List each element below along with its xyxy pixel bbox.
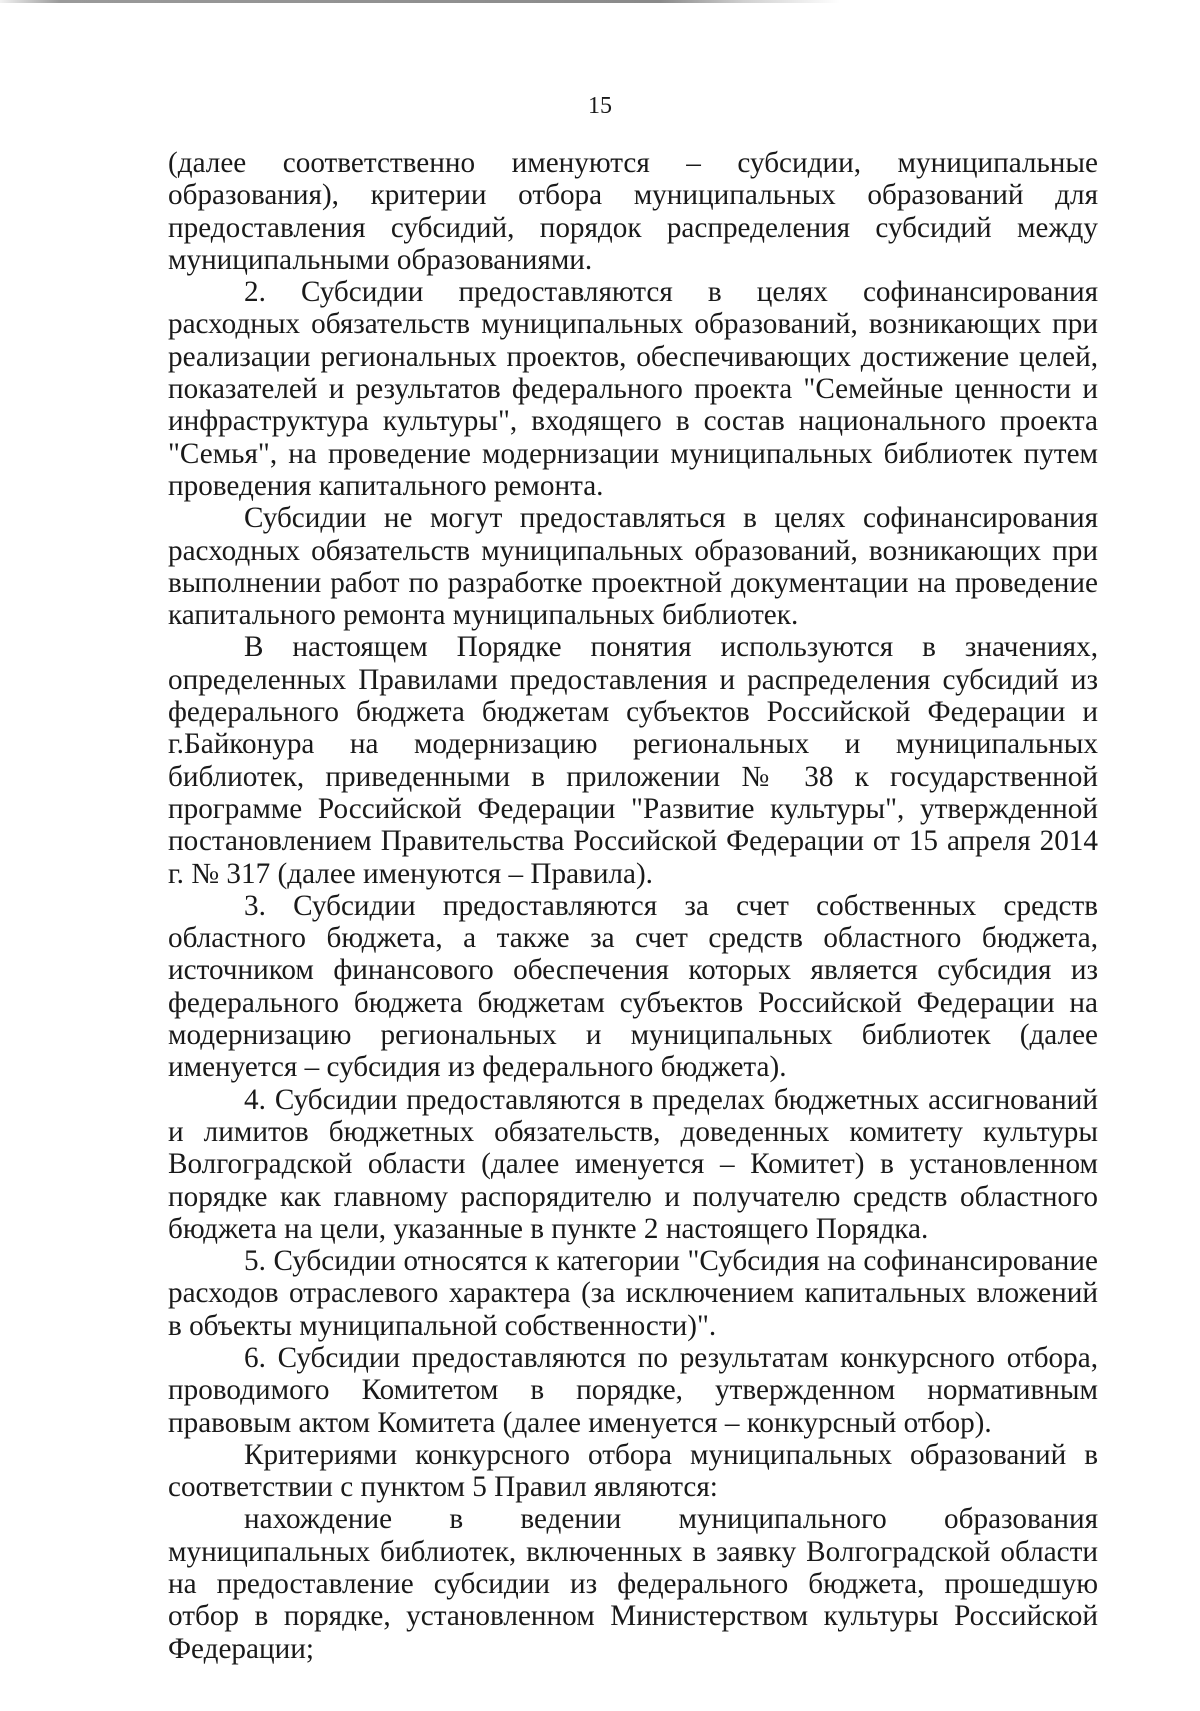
paragraph-continuation: (далее соответственно именуются – субсидии, муниципальные образования), критерии отбора муниципальных образований для предоставления субсидий, порядок распределения субсидий между муниципальными образованиями.: [168, 147, 1098, 276]
paragraph-criteria: Критериями конкурсного отбора муниципальных образований в соответствии с пунктом 5 Правил являются:: [168, 1438, 1098, 1504]
paragraph-item-5: 5. Субсидии относятся к категории "Субсидия на софинансирование расходов отраслевого характера (за исключением капитальных вложений в объекты муниципальной собственности)".: [168, 1245, 1098, 1342]
paragraph-item-3: 3. Субсидии предоставляются за счет собственных средств областного бюджета, а также за счет средств областного бюджета, источником финансового обеспечения которых является субсидия из федерального бюджета бюджетам субъектов Российской Федерации на модернизацию региональных и муниципальных библиотек (далее именуется – субсидия из федерального бюджета).: [168, 889, 1098, 1084]
paragraph-item-4: 4. Субсидии предоставляются в пределах бюджетных ассигнований и лимитов бюджетных обязательств, доведенных комитету культуры Волгоградской области (далее именуется – Комитет) в установленном порядке как главному распорядителю и получателю средств областного бюджета на цели, указанные в пункте 2 настоящего Порядка.: [168, 1083, 1098, 1245]
paragraph-criterion-1: нахождение в ведении муниципального образования муниципальных библиотек, включенных в заявку Волгоградской области на предоставление субсидии из федерального бюджета, прошедшую отбор в порядке, установленном Министерством культуры Российской Федерации;: [168, 1503, 1098, 1665]
paragraph-item-6: 6. Субсидии предоставляются по результатам конкурсного отбора, проводимого Комитетом в порядке, утвержденном нормативным правовым актом Комитета (далее именуется – конкурсный отбор).: [168, 1341, 1098, 1439]
document-body: [168, 147, 1098, 1665]
paragraph-item-2: 2. Субсидии предоставляются в целях софинансирования расходных обязательств муниципальных образований, возникающих при реализации региональных проектов, обеспечивающих достижение целей, показателей и результатов федерального проекта "Семейные ценности и инфраструктура культуры", входящего в состав национального проекта "Семья", на проведение модернизации муниципальных библиотек путем проведения капитального ремонта.: [168, 276, 1098, 502]
page-number: 15: [588, 93, 612, 119]
paragraph-subsidy-restriction: Субсидии не могут предоставляться в целях софинансирования расходных обязательств муниципальных образований, возникающих при выполнении работ по разработке проектной документации на проведение капитального ремонта муниципальных библиотек.: [168, 502, 1098, 632]
paragraph-definitions: В настоящем Порядке понятия используются в значениях, определенных Правилами предоставления и распределения субсидий из федерального бюджета бюджетам субъектов Российской Федерации и г.Байконура на модернизацию региональных и муниципальных библиотек, приведенными в приложении № 38 к государственной программе Российской Федерации "Развитие культуры", утвержденной постановлением Правительства Российской Федерации от 15 апреля 2014 г. № 317 (далее именуются – Правила).: [168, 631, 1098, 890]
